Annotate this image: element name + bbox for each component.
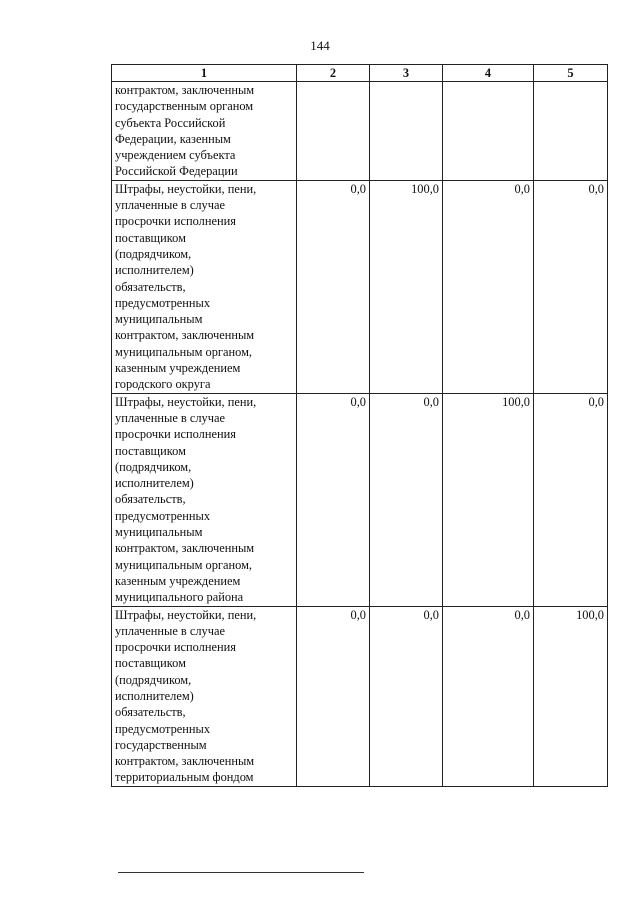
row-value-col3: 0,0: [370, 393, 443, 606]
row-label: Штрафы, неустойки, пени, уплаченные в случае просрочки исполнения поставщиком (подрядчиком, исполнителем) обязательств, предусмотренных муниципальным контрактом, заключенным муниципальным органом, казенным учреждением муниципального района: [112, 393, 297, 606]
row-value-col3: [370, 82, 443, 181]
column-header-4: 4: [443, 65, 534, 82]
row-value-col5: 100,0: [534, 606, 608, 786]
column-header-3: 3: [370, 65, 443, 82]
row-value-col4: 100,0: [443, 393, 534, 606]
row-value-col2: 0,0: [297, 180, 370, 393]
table-header-row: [112, 65, 608, 82]
row-value-col3: 100,0: [370, 180, 443, 393]
footnote-divider: [118, 872, 364, 873]
row-value-col2: [297, 82, 370, 181]
page-number: 144: [310, 38, 330, 53]
row-value-col3: 0,0: [370, 606, 443, 786]
table-row: [112, 393, 608, 606]
row-value-col4: [443, 82, 534, 181]
row-value-col4: 0,0: [443, 606, 534, 786]
table-row: [112, 606, 608, 786]
row-value-col4: 0,0: [443, 180, 534, 393]
row-value-col2: 0,0: [297, 393, 370, 606]
row-label: контрактом, заключенным государственным органом субъекта Российской Федерации, казенным учреждением субъекта Российской Федерации: [112, 82, 297, 181]
row-label: Штрафы, неустойки, пени, уплаченные в случае просрочки исполнения поставщиком (подрядчиком, исполнителем) обязательств, предусмотренных государственным контрактом, заключенным территориальным фондом: [112, 606, 297, 786]
row-value-col2: 0,0: [297, 606, 370, 786]
table-row: [112, 82, 608, 181]
row-value-col5: 0,0: [534, 393, 608, 606]
column-header-5: 5: [534, 65, 608, 82]
row-label: Штрафы, неустойки, пени, уплаченные в случае просрочки исполнения поставщиком (подрядчиком, исполнителем) обязательств, предусмотренных муниципальным контрактом, заключенным муниципальным органом, казенным учреждением городского округа: [112, 180, 297, 393]
column-header-1: 1: [112, 65, 297, 82]
row-value-col5: 0,0: [534, 180, 608, 393]
column-header-2: 2: [297, 65, 370, 82]
table-row: [112, 180, 608, 393]
data-table: [111, 64, 608, 787]
row-value-col5: [534, 82, 608, 181]
